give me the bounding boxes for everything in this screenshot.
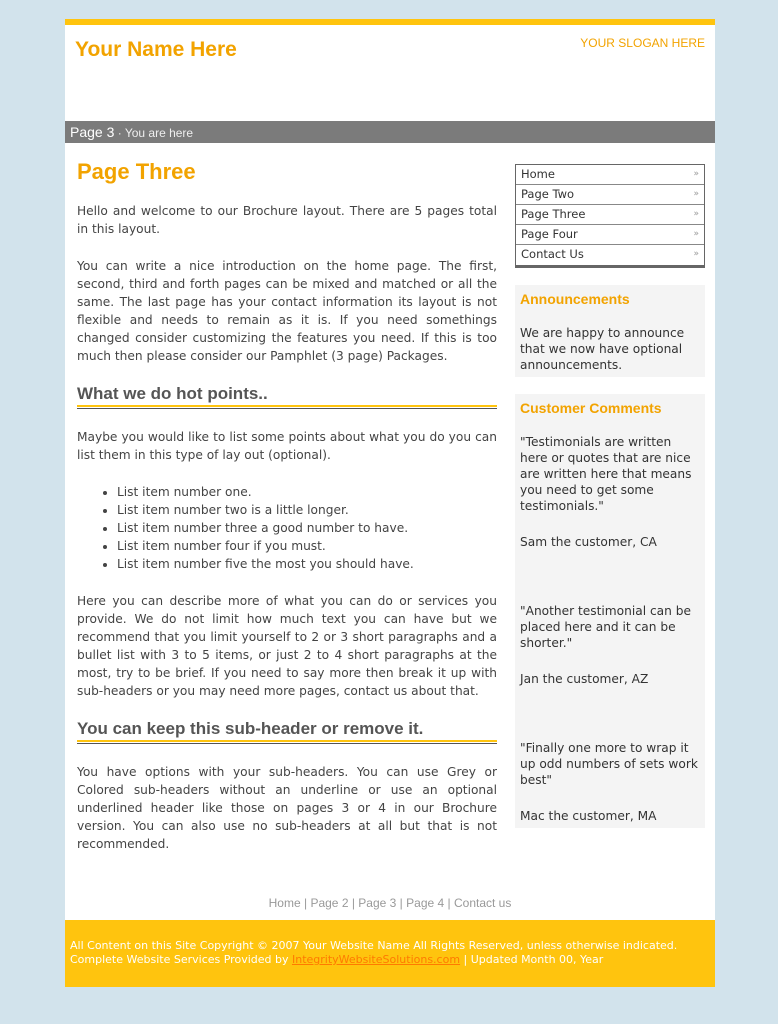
nav-item-label: Page Two [521, 187, 575, 201]
credit-prefix: Complete Website Services Provided by [70, 953, 292, 966]
list-item: • List item number five the most you should have. [117, 555, 497, 573]
site-slogan: YOUR SLOGAN HERE [580, 36, 705, 50]
announcements-text: We are happy to announce that we now have optional announcements. [520, 326, 685, 372]
customer-comments-box [515, 394, 705, 828]
page-wrapper [65, 19, 715, 987]
list-intro-paragraph: Maybe you would like to list some points about what you do you can list them in this type of lay out (optional). [77, 430, 497, 462]
points-list [117, 483, 497, 573]
nav-item-page-three[interactable] [516, 205, 704, 225]
page-title: Page Three [77, 159, 196, 184]
chevron-right-icon: » [693, 229, 699, 239]
nav-item-page-four[interactable] [516, 225, 704, 245]
services-credit [70, 953, 710, 967]
subheader-keep: You can keep this sub-header or remove it. [77, 719, 497, 742]
testimonial-author: Mac the customer, MA [520, 809, 657, 823]
nav-item-label: Contact Us [521, 247, 584, 261]
chevron-right-icon: » [693, 169, 699, 179]
main-column [77, 159, 497, 872]
breadcrumb [65, 121, 715, 143]
site-footer [65, 920, 715, 987]
subheader-hot-points: What we do hot points.. [77, 384, 497, 407]
announcements-box [515, 285, 705, 377]
sidebar-nav [515, 164, 705, 268]
footer-link-page-4[interactable]: Page 4 [406, 896, 445, 910]
footer-link-separator: | [300, 896, 311, 910]
testimonial-quote: "Another testimonial can be placed here and it can be shorter." [520, 604, 691, 650]
nav-item-label: Home [521, 167, 555, 181]
nav-item-label: Page Four [521, 227, 578, 241]
services-paragraph: Here you can describe more of what you can do or services you provide. We do not limit how much text you can have but we recommend that you limit yourself to 2 or 3 short paragraphs and a bullet list with 3 to 5 items, or just 2 to 4 short paragraphs at the most, try to be brief. If you need to say more then break it up with sub-headers or you may need more pages, contact us about that. [77, 594, 497, 698]
footer-link-page-2[interactable]: Page 2 [310, 896, 349, 910]
updated-text: | Updated Month 00, Year [460, 953, 604, 966]
chevron-right-icon: » [693, 189, 699, 199]
content-area [65, 143, 715, 920]
sidebar [515, 164, 705, 828]
customer-comments-title: Customer Comments [520, 400, 662, 416]
list-item: • List item number one. [117, 483, 497, 501]
intro-paragraph: Hello and welcome to our Brochure layout. There are 5 pages total in this layout. [77, 204, 497, 236]
footer-link-separator: | [396, 896, 407, 910]
subheader-options-paragraph: You have options with your sub-headers. You can use Grey or Colored sub-headers without an underline or use an optional underlined header like those on pages 3 or 4 in our Brochure version. You can also use no sub-headers at all but that is not recommended. [77, 765, 497, 851]
nav-item-page-two[interactable] [516, 185, 704, 205]
chevron-right-icon: » [693, 249, 699, 259]
nav-item-home[interactable] [516, 165, 704, 185]
breadcrumb-here: · You are here [114, 126, 194, 140]
intro-paragraph-2: You can write a nice introduction on the home page. The first, second, third and forth pages can be mixed and matched or all the same. The last page has your contact information its layout is not flexible and needs to remain as it is. If you need somethings changed consider customizing the features you need. If this is too much then please consider our Pamphlet (3 page) Packages. [77, 259, 497, 363]
nav-item-label: Page Three [521, 207, 586, 221]
footer-link-separator: | [348, 896, 359, 910]
list-item: • List item number four if you must. [117, 537, 497, 555]
testimonial-author: Jan the customer, AZ [520, 672, 649, 686]
site-name[interactable]: Your Name Here [75, 38, 237, 61]
credit-link[interactable]: IntegrityWebsiteSolutions.com [291, 953, 461, 966]
list-item: • List item number three a good number to have. [117, 519, 497, 537]
site-header [65, 25, 715, 121]
copyright-text: All Content on this Site Copyright © 2007 Your Website Name All Rights Reserved, unless otherwise indicated. [70, 939, 678, 952]
announcements-title: Announcements [520, 291, 630, 307]
testimonial-quote: "Finally one more to wrap it up odd numbers of sets work best" [520, 741, 698, 787]
testimonial-author: Sam the customer, CA [520, 535, 657, 549]
footer-link-contact-us[interactable]: Contact us [453, 896, 512, 910]
footer-nav [65, 896, 715, 910]
footer-link-separator: | [444, 896, 454, 910]
testimonial-quote: "Testimonials are written here or quotes that are nice are written here that means you need to get some testimonials." [520, 435, 692, 513]
footer-link-home[interactable]: Home [268, 896, 301, 910]
breadcrumb-page: Page 3 [70, 124, 115, 140]
chevron-right-icon: » [693, 209, 699, 219]
footer-link-page-3[interactable]: Page 3 [358, 896, 397, 910]
list-item: • List item number two is a little longer. [117, 501, 497, 519]
nav-item-contact-us[interactable] [516, 245, 704, 265]
